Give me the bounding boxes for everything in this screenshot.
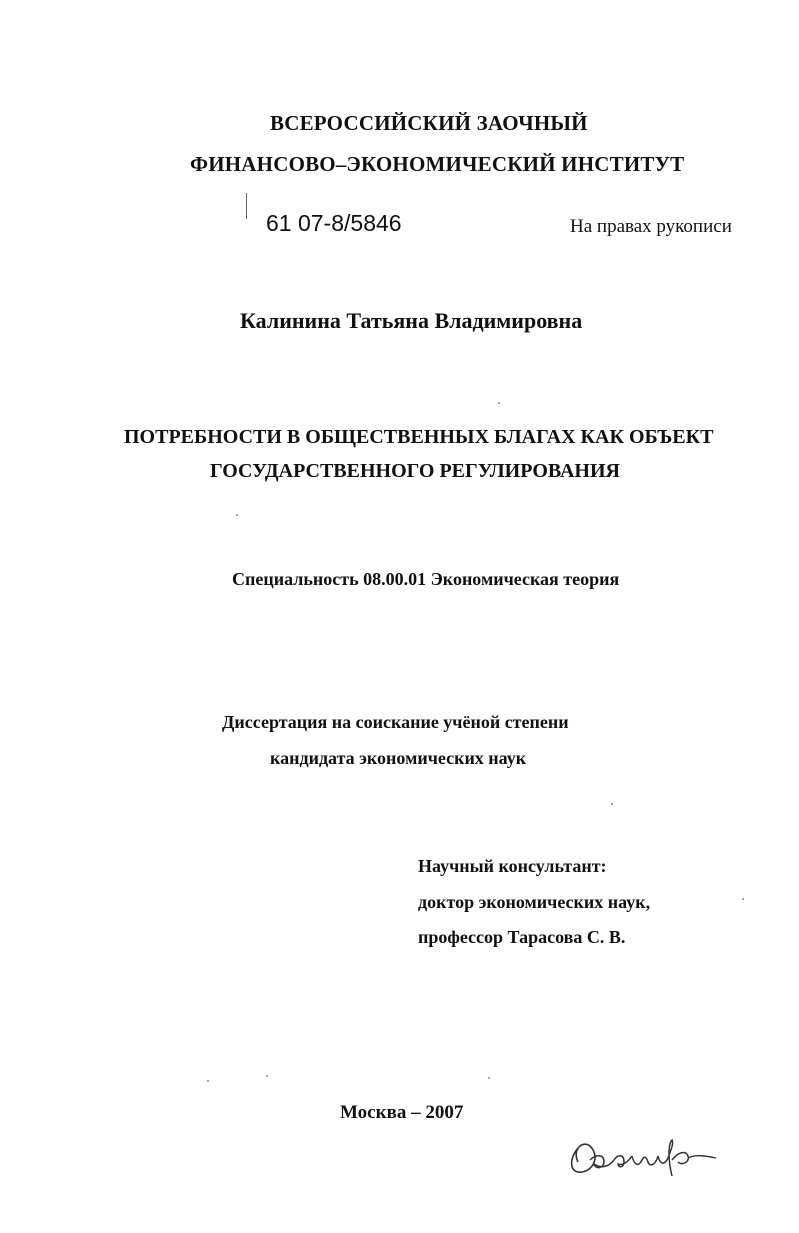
specialty: Специальность 08.00.01 Экономическая теория [232,569,620,589]
dissertation-line-1: Диссертация на соискание учёной степени [222,712,569,732]
author-name: Калинина Татьяна Владимировна [240,308,583,333]
margin-mark [246,193,247,219]
signature-icon [560,1130,730,1190]
scan-speck [611,803,613,805]
consultant-degree: доктор экономических наук, [418,892,651,912]
institution-line-2: ФИНАНСОВО–ЭКОНОМИЧЕСКИЙ ИНСТИТУТ [190,152,685,176]
place-year: Москва – 2007 [340,1102,464,1123]
scan-speck [207,1080,209,1082]
scan-speck [498,402,500,404]
scan-speck [266,1075,268,1077]
manuscript-rights: На правах рукописи [570,216,732,237]
call-number: 61 07-8/5846 [266,210,402,236]
institution-line-1: ВСЕРОССИЙСКИЙ ЗАОЧНЫЙ [270,111,588,135]
consultant-name: профессор Тарасова С. В. [418,927,626,947]
thesis-title-line-1: ПОТРЕБНОСТИ В ОБЩЕСТВЕННЫХ БЛАГАХ КАК ОБЪЕКТ [124,426,714,448]
dissertation-line-2: кандидата экономических наук [270,748,527,768]
thesis-title-line-2: ГОСУДАРСТВЕННОГО РЕГУЛИРОВАНИЯ [210,460,620,482]
scan-speck [488,1077,490,1079]
scan-speck [742,898,744,900]
consultant-label: Научный консультант: [418,856,607,876]
scan-speck [236,514,238,516]
